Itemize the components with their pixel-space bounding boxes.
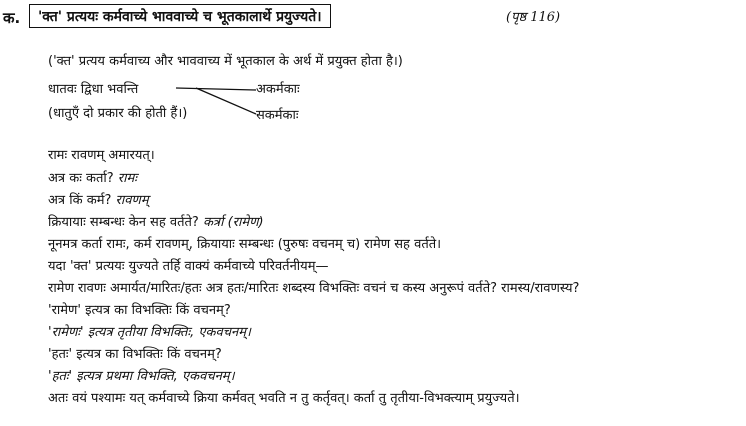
branch-sakarmaka: सकर्मकाः	[256, 108, 299, 123]
dhatu-statement: धातवः द्विधा भवन्ति	[48, 82, 139, 97]
question-karma: अत्र किं कर्म? रावणम्	[48, 193, 149, 208]
conclusion-line: अतः वयं पश्यामः यत् कर्मवाच्ये क्रिया कर्मवत् भवति न तु कर्तृवत्। कर्ता तु तृतीया-विभक्त्याम् प्रयुज्यते।	[48, 391, 520, 406]
section-label: क.	[3, 9, 21, 27]
answer-karta: रामः	[117, 171, 137, 186]
kta-rule-line: यदा 'क्त' प्रत्ययः युज्यते तर्हि वाक्यं कर्मवाच्ये परिवर्तनीयम्—	[48, 259, 329, 274]
example-sentence: रामः रावणम् अमारयत्।	[48, 148, 155, 163]
answer-ramena: 'रामेणः' इत्यत्र तृतीया विभक्तिः, एकवचनम्।	[48, 325, 251, 340]
question-ramena: 'रामेण' इत्यत्र का विभक्तिः किं वचनम्?	[48, 303, 231, 318]
question-karta: अत्र कः कर्ता? रामः	[48, 171, 137, 186]
section-heading-box: 'क्त' प्रत्ययः कर्मवाच्ये भाववाच्ये च भूतकालार्थे प्रयुज्यते।	[29, 4, 331, 28]
answer-kriya: कर्त्रा (रामेण)	[202, 215, 264, 230]
answer-karma: रावणम्	[115, 193, 149, 208]
passive-example-line: रामेण रावणः अमार्यत/मारितः/हतः अत्र हतः/मारितः शब्दस्य विभक्तिः वचनं च कस्य अनुरूपं वर्तते? रामस्य/रावणस्य?	[48, 281, 580, 296]
answer-hata: 'हतः' इत्यत्र प्रथमा विभक्ति, एकवचनम्।	[48, 369, 235, 384]
question-hata: 'हतः' इत्यत्र का विभक्तिः किं वचनम्?	[48, 347, 222, 362]
question-kriya: क्रियायाः सम्बन्धः केन सह वर्तते? कर्त्रा (रामेण)	[48, 215, 264, 230]
explanation-line: नूनमत्र कर्ता रामः, कर्म रावणम्, क्रियायाः सम्बन्धः (पुरुषः वचनम् च) रामेण सह वर्तते।	[48, 237, 442, 252]
dhatu-translation: (धातुएँ दो प्रकार की होती हैं।)	[48, 106, 188, 121]
branch-akarmaka: अकर्मकाः	[256, 82, 300, 97]
page-reference: (पृष्ठ 116)	[506, 10, 561, 25]
intro-translation: ('क्त' प्रत्यय कर्मवाच्य और भाववाच्य में भूतकाल के अर्थ में प्रयुक्त होता है।)	[48, 54, 403, 69]
